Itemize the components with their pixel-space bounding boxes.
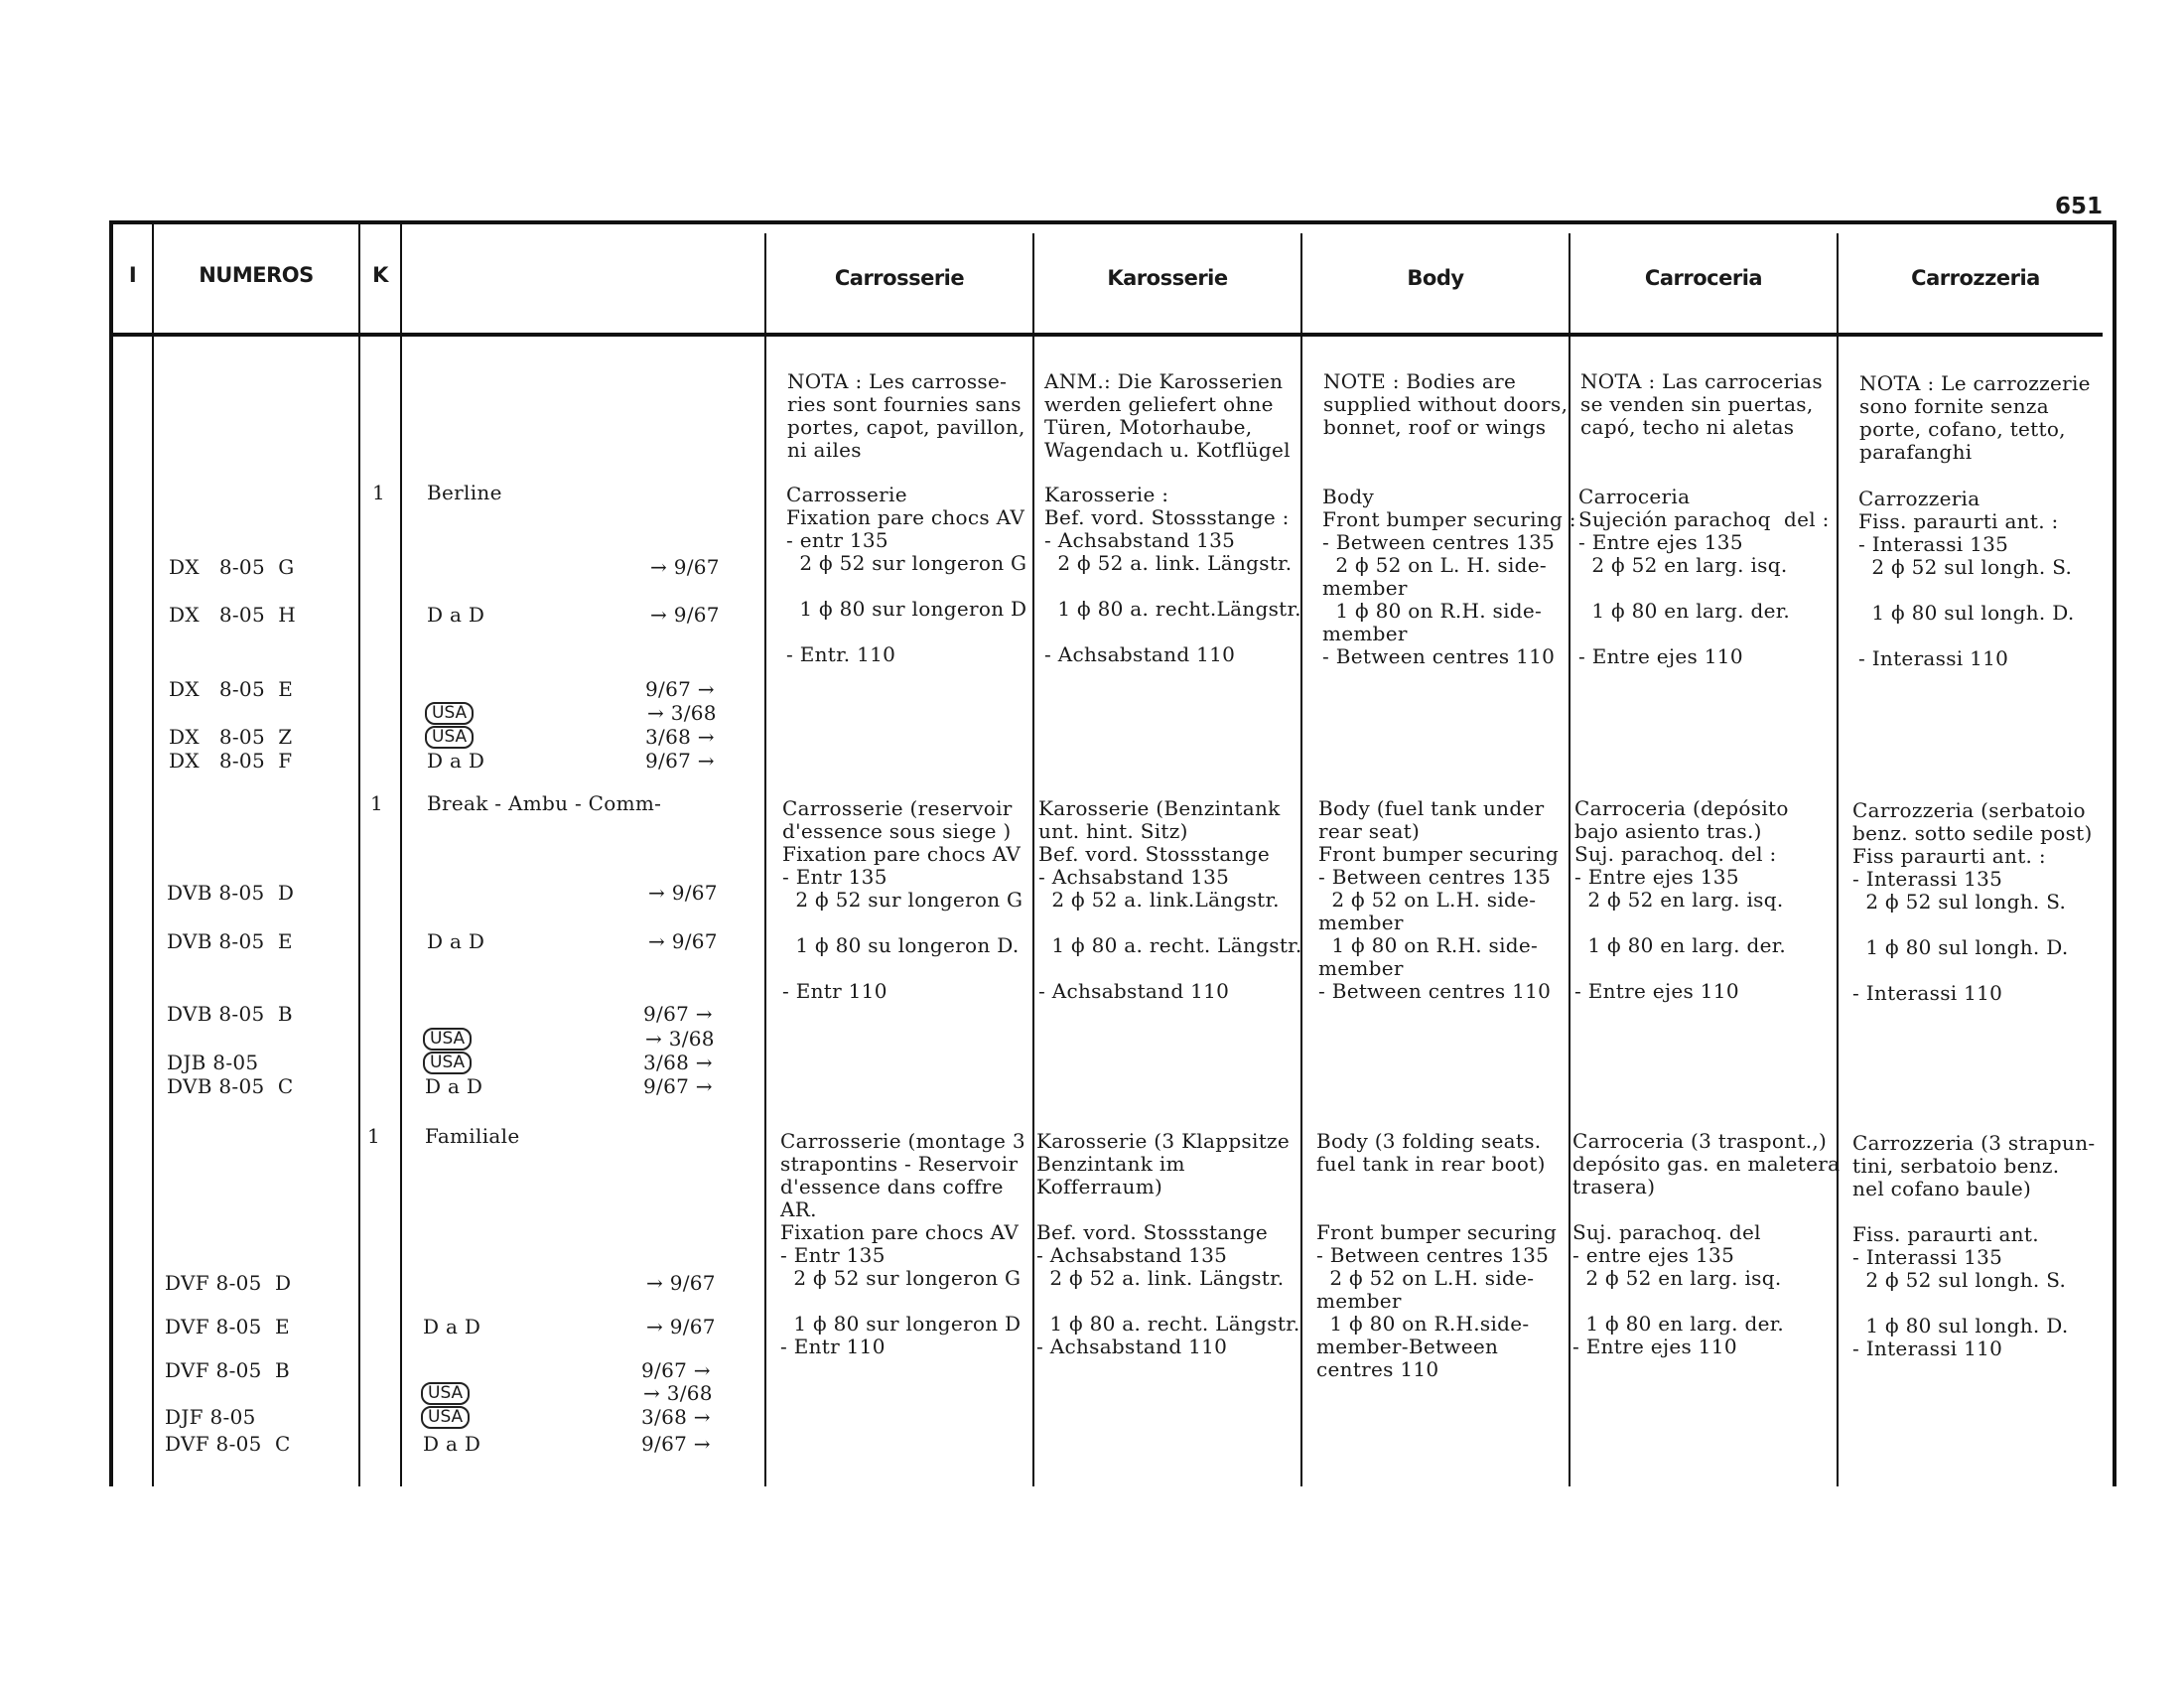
qty-break: 1	[370, 791, 384, 815]
right-border	[2113, 220, 2116, 1486]
dad-label: D a D	[425, 1074, 483, 1098]
table-top-rule	[109, 220, 2116, 224]
part-number: DJB 8-05	[167, 1051, 259, 1074]
usa-badge: USA	[421, 1382, 470, 1405]
model-break: Break - Ambu - Comm-	[427, 791, 662, 815]
desc-en-familiale: Body (3 folding seats. fuel tank in rear boot) Front bumper securing - Between centres 135 2 ϕ 52 on L.H. side- member 1 ϕ 80 on R.H.side- member-Between centres 110	[1316, 1129, 1558, 1381]
note-de: ANM.: Die Karosserien werden geliefert ohne Türen, Motorhaube, Wagendach u. Kotflügel	[1044, 369, 1291, 462]
part-number: DVF 8-05 C	[165, 1432, 291, 1456]
usa-badge: USA	[425, 702, 474, 725]
date-range: 9/67 →	[641, 1358, 711, 1382]
date-range: → 9/67	[650, 603, 720, 627]
desc-it-berline: Carrozzeria Fiss. paraurti ant. : - Interassi 135 2 ϕ 52 sul longh. S. 1 ϕ 80 sul longh. D. - Interassi 110	[1858, 487, 2075, 670]
dad-label: D a D	[427, 749, 485, 773]
col-divider-de	[1032, 233, 1034, 1486]
part-number: DX 8-05 F	[169, 749, 293, 773]
note-fr: NOTA : Les carrosse- ries sont fournies sans portes, capot, pavillon, ni ailes	[787, 369, 1025, 462]
part-number: DVF 8-05 D	[165, 1271, 292, 1295]
desc-it-familiale: Carrozzeria (3 strapun- tini, serbatoio benz. nel cofano baule) Fiss. paraurti ant. - Interassi 135 2 ϕ 52 sul longh. S. 1 ϕ 80 sul longh. D. - Interassi 110	[1852, 1131, 2096, 1360]
desc-de-berline: Karosserie : Bef. vord. Stossstange : - Achsabstand 135 2 ϕ 52 a. link. Längstr. 1 ϕ 80 a. recht.Längstr. - Achsabstand 110	[1044, 483, 1301, 666]
part-number: DX 8-05 Z	[169, 725, 293, 749]
desc-es-break: Carroceria (depósito bajo asiento tras.) Suj. parachoq. del : - Entre ejes 135 2 ϕ 52 en larg. isq. 1 ϕ 80 en larg. der. - Entre ejes 110	[1574, 796, 1789, 1003]
desc-es-familiale: Carroceria (3 traspont.,) depósito gas. en maletera trasera) Suj. parachoq. del - entre ejes 135 2 ϕ 52 en larg. isq. 1 ϕ 80 en larg. der. - Entre ejes 110	[1572, 1129, 1841, 1358]
date-range: 3/68 →	[641, 1405, 711, 1429]
dad-label: D a D	[427, 603, 485, 627]
header-i: I	[128, 263, 137, 287]
page-number: 651	[2055, 194, 2104, 219]
date-range: → 9/67	[650, 555, 720, 579]
date-range: 9/67 →	[643, 1074, 713, 1098]
part-number: DVB 8-05 C	[167, 1074, 294, 1098]
date-range: 9/67 →	[641, 1432, 711, 1456]
left-border	[109, 220, 113, 1486]
note-it: NOTA : Le carrozzerie sono fornite senza porte, cofano, tetto, parafanghi	[1859, 371, 2091, 464]
date-range: 9/67 →	[645, 749, 715, 773]
part-number: DVB 8-05 E	[167, 929, 293, 953]
desc-es-berline: Carroceria Sujeción parachoq del : - Entre ejes 135 2 ϕ 52 en larg. isq. 1 ϕ 80 en larg. der. - Entre ejes 110	[1578, 485, 1830, 668]
desc-fr-break: Carrosserie (reservoir d'essence sous siege ) Fixation pare chocs AV - Entr 135 2 ϕ 52 sur longeron G 1 ϕ 80 su longeron D. - Entr 110	[782, 796, 1024, 1003]
part-number: DVB 8-05 B	[167, 1002, 293, 1026]
desc-de-familiale: Karosserie (3 Klappsitze Benzintank im Kofferraum) Bef. vord. Stossstange - Achsabstand 135 2 ϕ 52 a. link. Längstr. 1 ϕ 80 a. recht. Längstr. - Achsabstand 110	[1036, 1129, 1300, 1358]
desc-it-break: Carrozzeria (serbatoio benz. sotto sedile post) Fiss paraurti ant. : - Interassi 135 2 ϕ 52 sul longh. S. 1 ϕ 80 sul longh. D. - Interassi 110	[1852, 798, 2093, 1005]
date-range: → 9/67	[646, 1271, 716, 1295]
header-carrosserie: Carrosserie	[834, 266, 965, 290]
date-range: 9/67 →	[645, 677, 715, 701]
qty-berline: 1	[372, 481, 386, 504]
qty-familiale: 1	[367, 1124, 381, 1148]
usa-badge: USA	[421, 1406, 470, 1429]
desc-en-break: Body (fuel tank under rear seat) Front bumper securing - Between centres 135 2 ϕ 52 on L.H. side- member 1 ϕ 80 on R.H. side- member - Between centres 110	[1318, 796, 1560, 1003]
date-range: 9/67 →	[643, 1002, 713, 1026]
date-range: 3/68 →	[645, 725, 715, 749]
header-numeros: NUMEROS	[199, 263, 314, 287]
header-k: K	[372, 263, 388, 287]
header-bottom-rule	[109, 333, 2103, 337]
date-range: → 3/68	[643, 1381, 713, 1405]
part-number: DX 8-05 G	[169, 555, 295, 579]
dad-label: D a D	[423, 1315, 481, 1338]
part-number: DX 8-05 E	[169, 677, 294, 701]
desc-fr-berline: Carrosserie Fixation pare chocs AV - entr 135 2 ϕ 52 sur longeron G 1 ϕ 80 sur longeron D - Entr. 110	[786, 483, 1027, 666]
header-body: Body	[1407, 266, 1464, 290]
part-number: DJF 8-05	[165, 1405, 256, 1429]
header-carrozzeria: Carrozzeria	[1911, 266, 2040, 290]
date-range: 3/68 →	[643, 1051, 713, 1074]
model-berline: Berline	[427, 481, 502, 504]
date-range: → 9/67	[646, 1315, 716, 1338]
part-number: DX 8-05 H	[169, 603, 297, 627]
col-divider-k-left	[358, 220, 360, 1486]
model-familiale: Familiale	[425, 1124, 520, 1148]
header-karosserie: Karosserie	[1107, 266, 1228, 290]
dad-label: D a D	[427, 929, 485, 953]
col-divider-fr	[764, 233, 766, 1486]
col-divider-numeros	[152, 220, 154, 1486]
part-number: DVF 8-05 E	[165, 1315, 290, 1338]
part-number: DVB 8-05 D	[167, 881, 295, 905]
header-carroceria: Carroceria	[1644, 266, 1763, 290]
desc-fr-familiale: Carrosserie (montage 3 strapontins - Reservoir d'essence dans coffre AR. Fixation pare chocs AV - Entr 135 2 ϕ 52 sur longeron G 1 ϕ 80 sur longeron D - Entr 110	[780, 1129, 1025, 1358]
desc-de-break: Karosserie (Benzintank unt. hint. Sitz) Bef. vord. Stossstange - Achsabstand 135 2 ϕ 52 a. link.Längstr. 1 ϕ 80 a. recht. Längstr. - Achsabstand 110	[1038, 796, 1302, 1003]
desc-en-berline: Body Front bumper securing : - Between centres 135 2 ϕ 52 on L. H. side- member 1 ϕ 80 on R.H. side- member - Between centres 110	[1322, 485, 1576, 668]
date-range: → 3/68	[647, 701, 717, 725]
col-divider-k-right	[400, 220, 402, 1486]
part-number: DVF 8-05 B	[165, 1358, 291, 1382]
note-en: NOTE : Bodies are supplied without doors, bonnet, roof or wings	[1323, 369, 1569, 439]
date-range: → 9/67	[648, 881, 718, 905]
dad-label: D a D	[423, 1432, 481, 1456]
col-divider-es	[1569, 233, 1570, 1486]
date-range: → 3/68	[645, 1027, 715, 1051]
usa-badge: USA	[425, 726, 474, 749]
usa-badge: USA	[423, 1028, 472, 1051]
usa-badge: USA	[423, 1052, 472, 1074]
date-range: → 9/67	[648, 929, 718, 953]
note-es: NOTA : Las carrocerias se venden sin puertas, capó, techo ni aletas	[1580, 369, 1823, 439]
